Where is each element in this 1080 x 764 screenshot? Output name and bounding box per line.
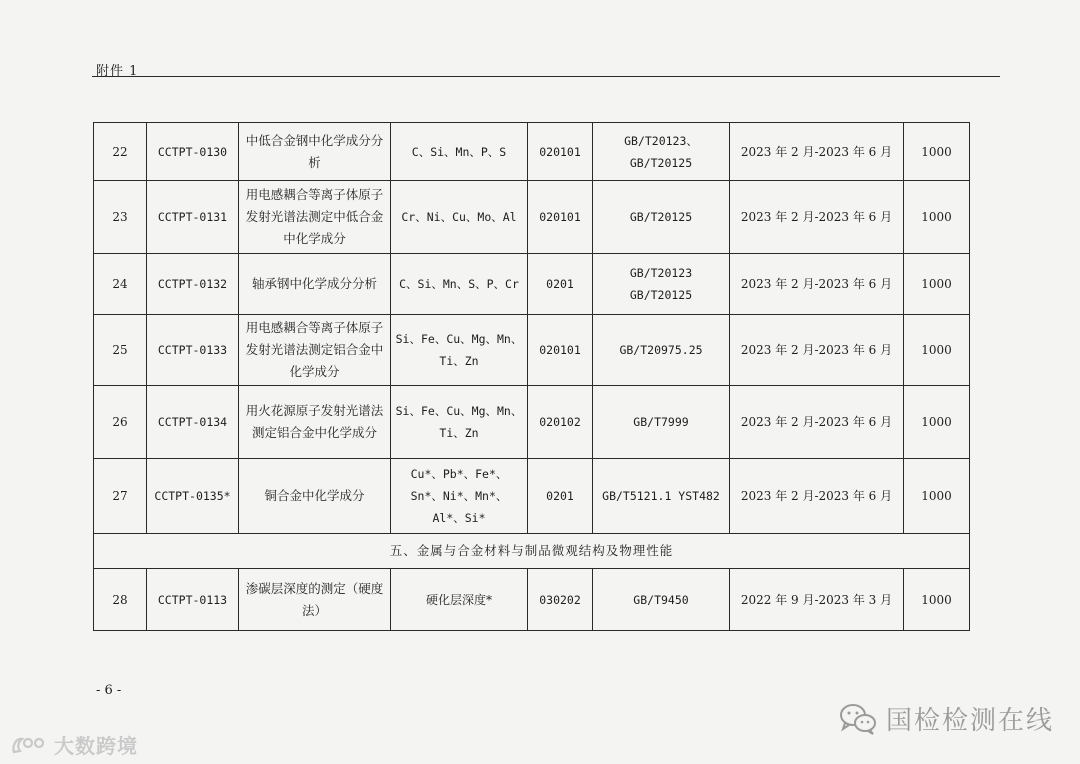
table-row	[94, 123, 970, 181]
test-items: Si、Fe、Cu、Mg、Mn、Ti、Zn	[391, 386, 528, 459]
table-row	[94, 459, 970, 534]
page-number: - 6 -	[96, 683, 122, 698]
period: 2023 年 2 月-2023 年 6 月	[730, 386, 904, 459]
program-code: CCTPT-0134	[147, 386, 239, 459]
row-number: 27	[94, 459, 147, 534]
test-items: 硬化层深度*	[391, 569, 528, 631]
program-name: 轴承钢中化学成分分析	[239, 254, 391, 315]
program-name: 铜合金中化学成分	[239, 459, 391, 534]
standard: GB/T20123、GB/T20125	[593, 123, 730, 181]
program-code: CCTPT-0133	[147, 315, 239, 386]
table-row	[94, 569, 970, 631]
test-items: Cr、Ni、Cu、Mo、Al	[391, 181, 528, 254]
period: 2023 年 2 月-2023 年 6 月	[730, 315, 904, 386]
row-number: 28	[94, 569, 147, 631]
header-rule	[92, 76, 1000, 77]
test-items: C、Si、Mn、P、S	[391, 123, 528, 181]
program-name: 渗碳层深度的测定（硬度法）	[239, 569, 391, 631]
standard: GB/T7999	[593, 386, 730, 459]
section-title: 五、金属与合金材料与制品微观结构及物理性能	[94, 534, 970, 569]
wechat-icon	[838, 702, 878, 736]
program-name: 用火花源原子发射光谱法测定铝合金中化学成分	[239, 386, 391, 459]
test-items: C、Si、Mn、S、P、Cr	[391, 254, 528, 315]
section-row	[94, 534, 970, 569]
proficiency-test-table	[93, 122, 970, 631]
period: 2023 年 2 月-2023 年 6 月	[730, 181, 904, 254]
program-code: CCTPT-0130	[147, 123, 239, 181]
period: 2023 年 2 月-2023 年 6 月	[730, 459, 904, 534]
watermark-left-text: 大数跨境	[54, 734, 138, 758]
category-code: 020102	[528, 386, 593, 459]
test-items: Cu*、Pb*、Fe*、Sn*、Ni*、Mn*、Al*、Si*	[391, 459, 528, 534]
category-code: 020101	[528, 123, 593, 181]
program-name: 用电感耦合等离子体原子发射光谱法测定中低合金中化学成分	[239, 181, 391, 254]
table-row	[94, 254, 970, 315]
standard: GB/T20123 GB/T20125	[593, 254, 730, 315]
fee: 1000	[904, 315, 970, 386]
period: 2022 年 9 月-2023 年 3 月	[730, 569, 904, 631]
watermark-right-text: 国检检测在线	[886, 706, 1055, 736]
program-name: 用电感耦合等离子体原子发射光谱法测定铝合金中化学成分	[239, 315, 391, 386]
program-code: CCTPT-0131	[147, 181, 239, 254]
fee: 1000	[904, 181, 970, 254]
fee: 1000	[904, 123, 970, 181]
row-number: 26	[94, 386, 147, 459]
watermark-right	[838, 700, 1054, 737]
standard: GB/T20125	[593, 181, 730, 254]
fee: 1000	[904, 459, 970, 534]
category-code: 0201	[528, 254, 593, 315]
table-row	[94, 181, 970, 254]
category-code: 030202	[528, 569, 593, 631]
watermark-left	[10, 730, 138, 759]
table-row	[94, 386, 970, 459]
test-items: Si、Fe、Cu、Mg、Mn、Ti、Zn	[391, 315, 528, 386]
brand-logo-icon	[10, 734, 50, 756]
fee: 1000	[904, 569, 970, 631]
program-code: CCTPT-0113	[147, 569, 239, 631]
standard: GB/T9450	[593, 569, 730, 631]
program-code: CCTPT-0135*	[147, 459, 239, 534]
category-code: 0201	[528, 459, 593, 534]
program-code: CCTPT-0132	[147, 254, 239, 315]
category-code: 020101	[528, 181, 593, 254]
fee: 1000	[904, 386, 970, 459]
attachment-label: 附件 1	[96, 64, 139, 79]
standard: GB/T5121.1 YST482	[593, 459, 730, 534]
fee: 1000	[904, 254, 970, 315]
row-number: 22	[94, 123, 147, 181]
table-row	[94, 315, 970, 386]
row-number: 23	[94, 181, 147, 254]
standard: GB/T20975.25	[593, 315, 730, 386]
period: 2023 年 2 月-2023 年 6 月	[730, 123, 904, 181]
period: 2023 年 2 月-2023 年 6 月	[730, 254, 904, 315]
program-name: 中低合金钢中化学成分分析	[239, 123, 391, 181]
category-code: 020101	[528, 315, 593, 386]
row-number: 24	[94, 254, 147, 315]
row-number: 25	[94, 315, 147, 386]
